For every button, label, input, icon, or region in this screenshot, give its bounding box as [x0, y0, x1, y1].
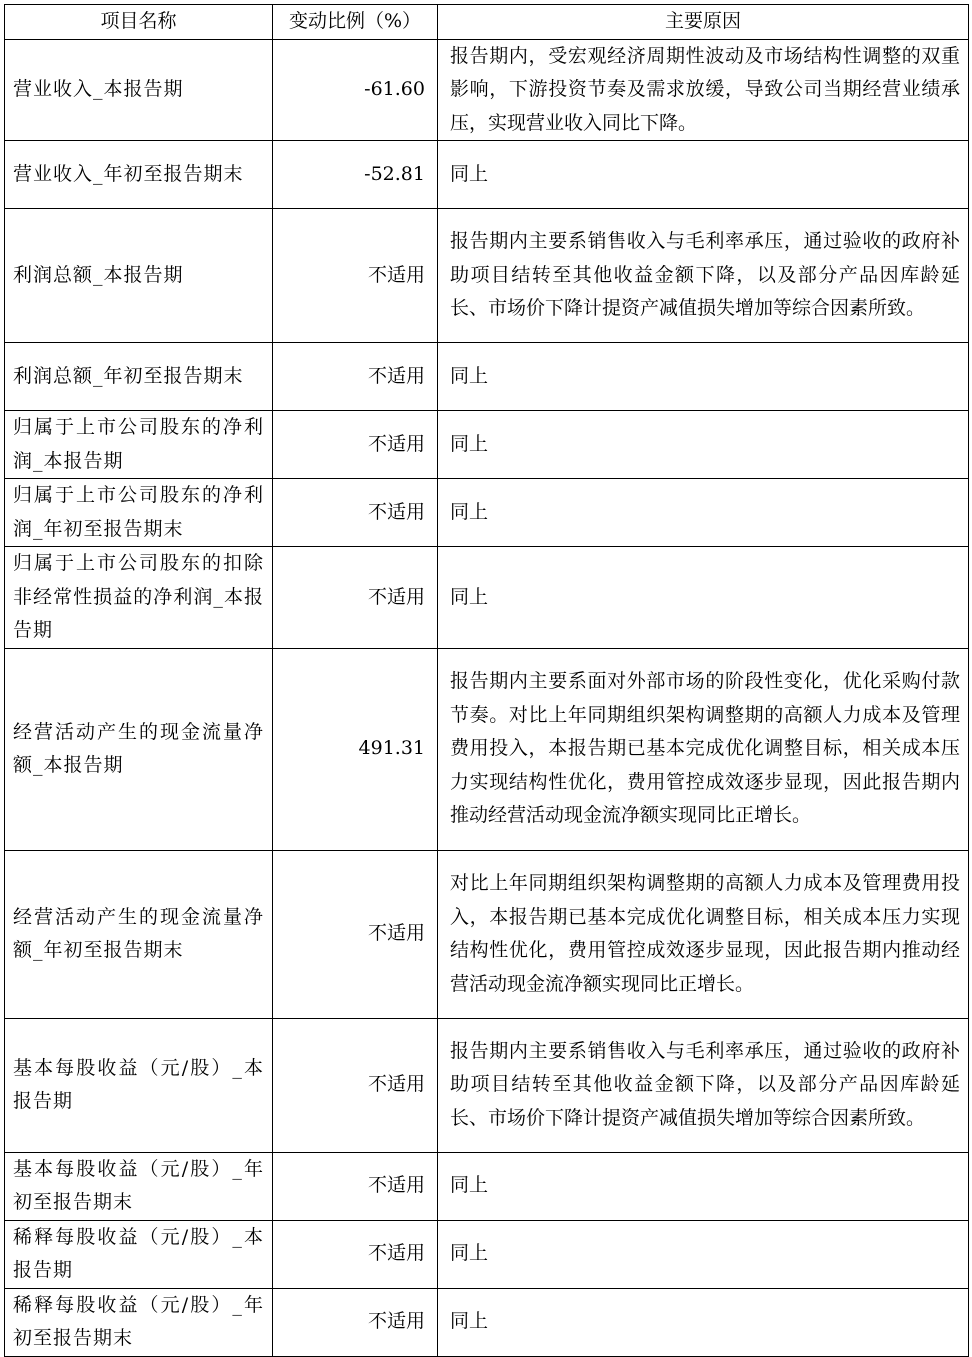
- table-row: [5, 343, 969, 411]
- row-item-name: 基本每股收益（元/股）_年初至报告期末: [5, 1152, 273, 1220]
- change-reason-table: [4, 4, 969, 1357]
- row-change-ratio: 不适用: [273, 547, 438, 649]
- table-row: [5, 209, 969, 343]
- table-row: [5, 1288, 969, 1356]
- row-item-name: 归属于上市公司股东的扣除非经常性损益的净利润_本报告期: [5, 547, 273, 649]
- row-item-name: 利润总额_年初至报告期末: [5, 343, 273, 411]
- table-row: [5, 547, 969, 649]
- row-main-reason: 同上: [438, 479, 969, 547]
- row-change-ratio: 不适用: [273, 1220, 438, 1288]
- row-item-name: 归属于上市公司股东的净利润_年初至报告期末: [5, 479, 273, 547]
- table-row: [5, 411, 969, 479]
- row-change-ratio: 不适用: [273, 479, 438, 547]
- row-main-reason: 报告期内，受宏观经济周期性波动及市场结构性调整的双重影响，下游投资节奏及需求放缓，导致公司当期经营业绩承压，实现营业收入同比下降。: [438, 39, 969, 141]
- row-item-name: 稀释每股收益（元/股）_年初至报告期末: [5, 1288, 273, 1356]
- row-item-name: 营业收入_本报告期: [5, 39, 273, 141]
- row-main-reason: 同上: [438, 411, 969, 479]
- row-item-name: 基本每股收益（元/股）_本报告期: [5, 1018, 273, 1152]
- row-change-ratio: -52.81: [273, 141, 438, 209]
- row-item-name: 利润总额_本报告期: [5, 209, 273, 343]
- row-change-ratio: -61.60: [273, 39, 438, 141]
- row-item-name: 归属于上市公司股东的净利润_本报告期: [5, 411, 273, 479]
- row-main-reason: 同上: [438, 1220, 969, 1288]
- row-item-name: 营业收入_年初至报告期末: [5, 141, 273, 209]
- header-change-ratio: 变动比例（%）: [273, 5, 438, 40]
- row-main-reason: 报告期内主要系销售收入与毛利率承压，通过验收的政府补助项目结转至其他收益金额下降，以及部分产品因库龄延长、市场价下降计提资产减值损失增加等综合因素所致。: [438, 209, 969, 343]
- row-change-ratio: 不适用: [273, 1152, 438, 1220]
- row-change-ratio: 不适用: [273, 1018, 438, 1152]
- table-row: [5, 1152, 969, 1220]
- row-main-reason: 同上: [438, 1288, 969, 1356]
- table-row: [5, 479, 969, 547]
- table-row: [5, 648, 969, 850]
- row-main-reason: 报告期内主要系销售收入与毛利率承压，通过验收的政府补助项目结转至其他收益金额下降，以及部分产品因库龄延长、市场价下降计提资产减值损失增加等综合因素所致。: [438, 1018, 969, 1152]
- table-row: [5, 1220, 969, 1288]
- row-main-reason: 报告期内主要系面对外部市场的阶段性变化，优化采购付款节奏。对比上年同期组织架构调整期的高额人力成本及管理费用投入，本报告期已基本完成优化调整目标，相关成本压力实现结构性优化，费用管控成效逐步显现，因此报告期内推动经营活动现金流净额实现同比正增长。: [438, 648, 969, 850]
- row-main-reason: 对比上年同期组织架构调整期的高额人力成本及管理费用投入，本报告期已基本完成优化调整目标，相关成本压力实现结构性优化，费用管控成效逐步显现，因此报告期内推动经营活动现金流净额实现同比正增长。: [438, 850, 969, 1018]
- row-change-ratio: 不适用: [273, 1288, 438, 1356]
- header-item-name: 项目名称: [5, 5, 273, 40]
- row-change-ratio: 不适用: [273, 209, 438, 343]
- row-change-ratio: 不适用: [273, 850, 438, 1018]
- table-row: [5, 1018, 969, 1152]
- row-main-reason: 同上: [438, 141, 969, 209]
- row-change-ratio: 不适用: [273, 411, 438, 479]
- table-row: [5, 850, 969, 1018]
- row-change-ratio: 不适用: [273, 343, 438, 411]
- row-main-reason: 同上: [438, 343, 969, 411]
- table-row: [5, 141, 969, 209]
- change-reason-table-container: [4, 4, 968, 1357]
- header-main-reason: 主要原因: [438, 5, 969, 40]
- row-item-name: 经营活动产生的现金流量净额_年初至报告期末: [5, 850, 273, 1018]
- row-item-name: 稀释每股收益（元/股）_本报告期: [5, 1220, 273, 1288]
- row-main-reason: 同上: [438, 547, 969, 649]
- table-header-row: [5, 5, 969, 40]
- row-main-reason: 同上: [438, 1152, 969, 1220]
- table-row: [5, 39, 969, 141]
- row-item-name: 经营活动产生的现金流量净额_本报告期: [5, 648, 273, 850]
- row-change-ratio: 491.31: [273, 648, 438, 850]
